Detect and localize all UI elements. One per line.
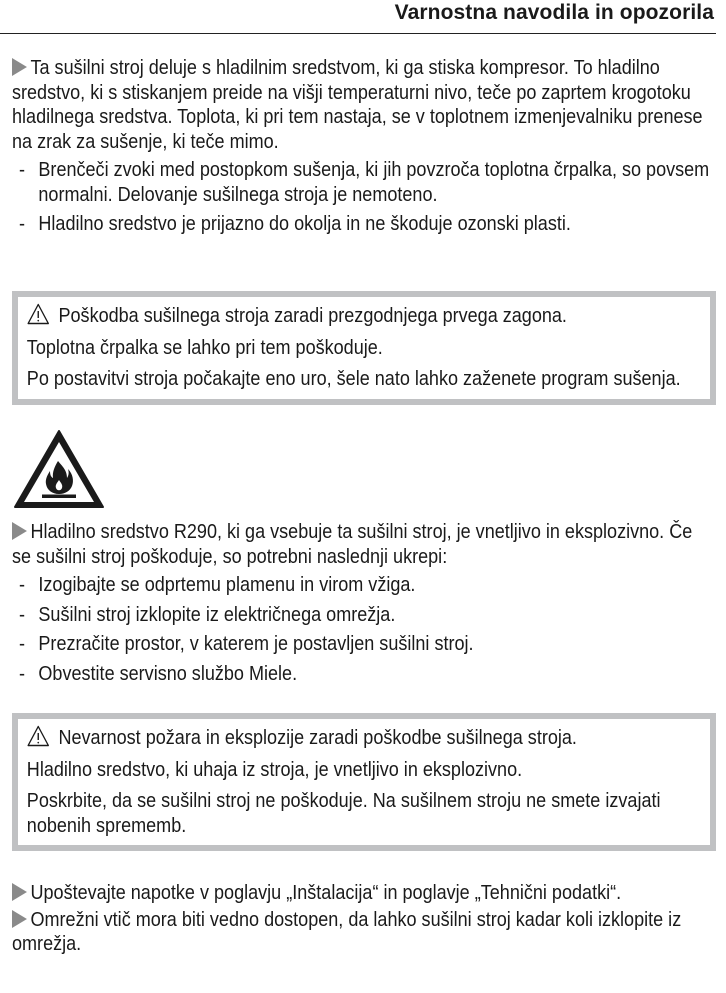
warning-text: Poskrbite, da se sušilni stroj ne poškoduje. Na sušilnem stroju ne smete izvajati nobenih sprememb. [26, 789, 661, 837]
warning-title-text: Nevarnost požara in eksplozije zaradi poškodbe sušilnega stroja. [58, 726, 577, 749]
list-item: - Hladilno sredstvo je prijazno do okolja in ne škoduje ozonski plasti. [12, 212, 716, 237]
list-item: - Izogibajte se odprtemu plamenu in virom vžiga. [12, 573, 716, 598]
note-text: Upoštevajte napotke v poglavju „Inštalacija“ in poglavje „Tehnični podatki“. [30, 881, 622, 904]
section-flammable-refrigerant [12, 520, 716, 691]
warning-triangle-icon [27, 303, 50, 325]
info-list [12, 158, 716, 237]
list-item: - Brenčeči zvoki med postopkom sušenja, ki jih povzroča toplotna črpalka, so povsem normalni. Delovanje sušilnega stroja je nemoteno. [12, 158, 716, 207]
warning-title-text: Poškodba sušilnega stroja zaradi prezgodnjega prvega zagona. [58, 304, 567, 327]
intro-text: Ta sušilni stroj deluje s hladilnim sredstvom, ki ga stiska kompresor. To hladilno sredstvo, ki s stiskanjem preide na višji temperaturni nivo, teče po zaprtem krogotoku hladilnega sredstva. Toplota, ki pri tem nastaja, se v toplotnem izmenjevalniku prenese na zrak za sušenje, ki teče mimo. [12, 56, 703, 153]
list-item: - Sušilni stroj izklopite iz električnega omrežja. [12, 603, 716, 628]
arrow-bullet-icon [12, 522, 27, 540]
section-refrigerant-info [12, 56, 716, 242]
arrow-bullet-icon [12, 58, 27, 76]
flammable-warning-icon [12, 428, 106, 510]
measures-list [12, 573, 716, 686]
warning-box-fire-explosion [12, 713, 716, 851]
warning-title [27, 725, 713, 751]
warning-text: Po postavitvi stroja počakajte eno uro, šele nato lahko zaženete program sušenja. [26, 367, 681, 390]
intro-paragraph [12, 56, 716, 154]
arrow-bullet-icon [12, 910, 27, 928]
page-title: Varnostna navodila in opozorila [394, 1, 714, 24]
hazard-text: Hladilno sredstvo R290, ki ga vsebuje ta sušilni stroj, je vnetljivo in eksplozivno. Če se sušilni stroj poškoduje, so potrebni naslednji ukrepi: [12, 520, 693, 568]
warning-text: Toplotna črpalka se lahko pri tem poškoduje. [26, 335, 383, 359]
section-notes [12, 881, 716, 957]
page-header [0, 0, 716, 34]
warning-text: Hladilno sredstvo, ki uhaja iz stroja, je vnetljivo in eksplozivno. [26, 757, 523, 781]
note-text: Omrežni vtič mora biti vedno dostopen, da lahko sušilni stroj kadar koli izklopite iz omrežja. [12, 907, 682, 955]
list-item: - Obvestite servisno službo Miele. [12, 662, 716, 687]
arrow-bullet-icon [12, 883, 27, 901]
hazard-paragraph [12, 520, 716, 569]
warning-title [27, 303, 713, 329]
note-paragraph [12, 881, 716, 906]
warning-box-first-start [12, 291, 716, 405]
list-item: - Prezračite prostor, v katerem je postavljen sušilni stroj. [12, 632, 716, 657]
note-paragraph [12, 908, 716, 957]
warning-triangle-icon [27, 725, 50, 747]
